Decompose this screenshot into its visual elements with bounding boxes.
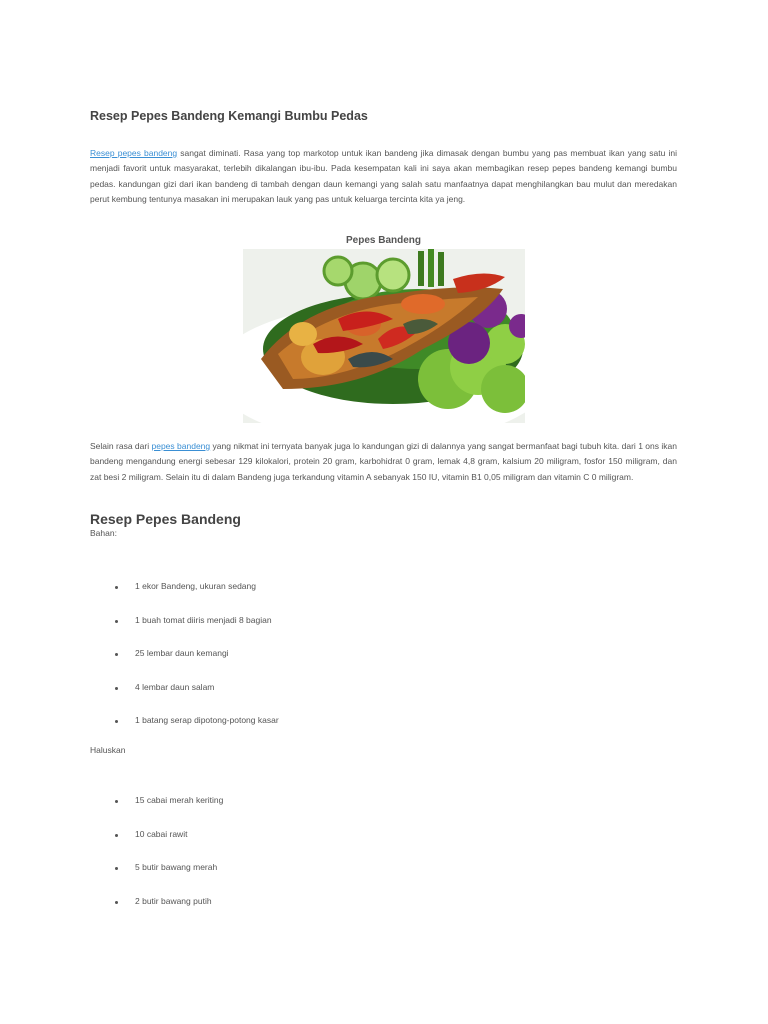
nutrition-text: yang nikmat ini ternyata banyak juga lo kandungan gizi di dalannya yang sangat bermanfaat bagi tubuh kita. dari 1 ons ikan bandeng mengandung energi sebesar 129 kilokalori, protein 20 gram, karbohidrat 0 gram, lemak 4,8 gram, kalsium 20 miligram, fosfor 150 miligram, dan zat besi 2 miligram. Selain itu di dalam Bandeng juga terkandung vitamin A sebanyak 150 IU, vitamin B1 0,05 miligram dan vitamin C 0 miligram. [90, 441, 677, 482]
bahan-label: Bahan: [90, 528, 117, 538]
recipe-heading: Resep Pepes Bandeng [90, 511, 241, 527]
bullet-icon [115, 800, 118, 803]
bullet-icon [115, 834, 118, 837]
intro-text: sangat diminati. Rasa yang top markotop untuk ikan bandeng jika dimasak dengan bumbu yang pas membuat ikan yang satu ini menjadi favorit untuk masyarakat, terlebih dikalangan ibu-ibu. Pada kesempatan kali ini saya akan membagikan resep pepes bandeng kemangi bumbu pedas. kandungan gizi dari ikan bandeng di tambah dengan daun kemangi yang salah satu manfaatnya dapat menghilangkan bau mulut dan meredakan perut kembung tentunya masakan ini merupakan lauk yang pas untuk keluarga tercinta kita ya jeng. [90, 148, 678, 205]
bullet-icon [115, 687, 118, 690]
image-caption: Pepes Bandeng [345, 235, 422, 246]
haluskan-label: Haluskan [90, 745, 126, 755]
article-title: Resep Pepes Bandeng Kemangi Bumbu Pedas [90, 109, 368, 123]
bullet-icon [115, 720, 118, 723]
bullet-icon [115, 867, 118, 870]
intro-link[interactable]: Resep pepes bandeng [90, 148, 178, 158]
bullet-icon [115, 620, 118, 623]
nutrition-paragraph [90, 439, 677, 485]
bullet-icon [115, 586, 118, 589]
intro-paragraph [90, 146, 677, 208]
nutrition-link[interactable]: pepes bandeng [151, 441, 211, 451]
bullet-icon [115, 653, 118, 656]
food-illustration [243, 249, 525, 423]
pepes-bandeng-photo [243, 249, 525, 423]
bullet-icon [115, 901, 118, 904]
nutrition-prefix: Selain rasa dari [90, 441, 152, 451]
